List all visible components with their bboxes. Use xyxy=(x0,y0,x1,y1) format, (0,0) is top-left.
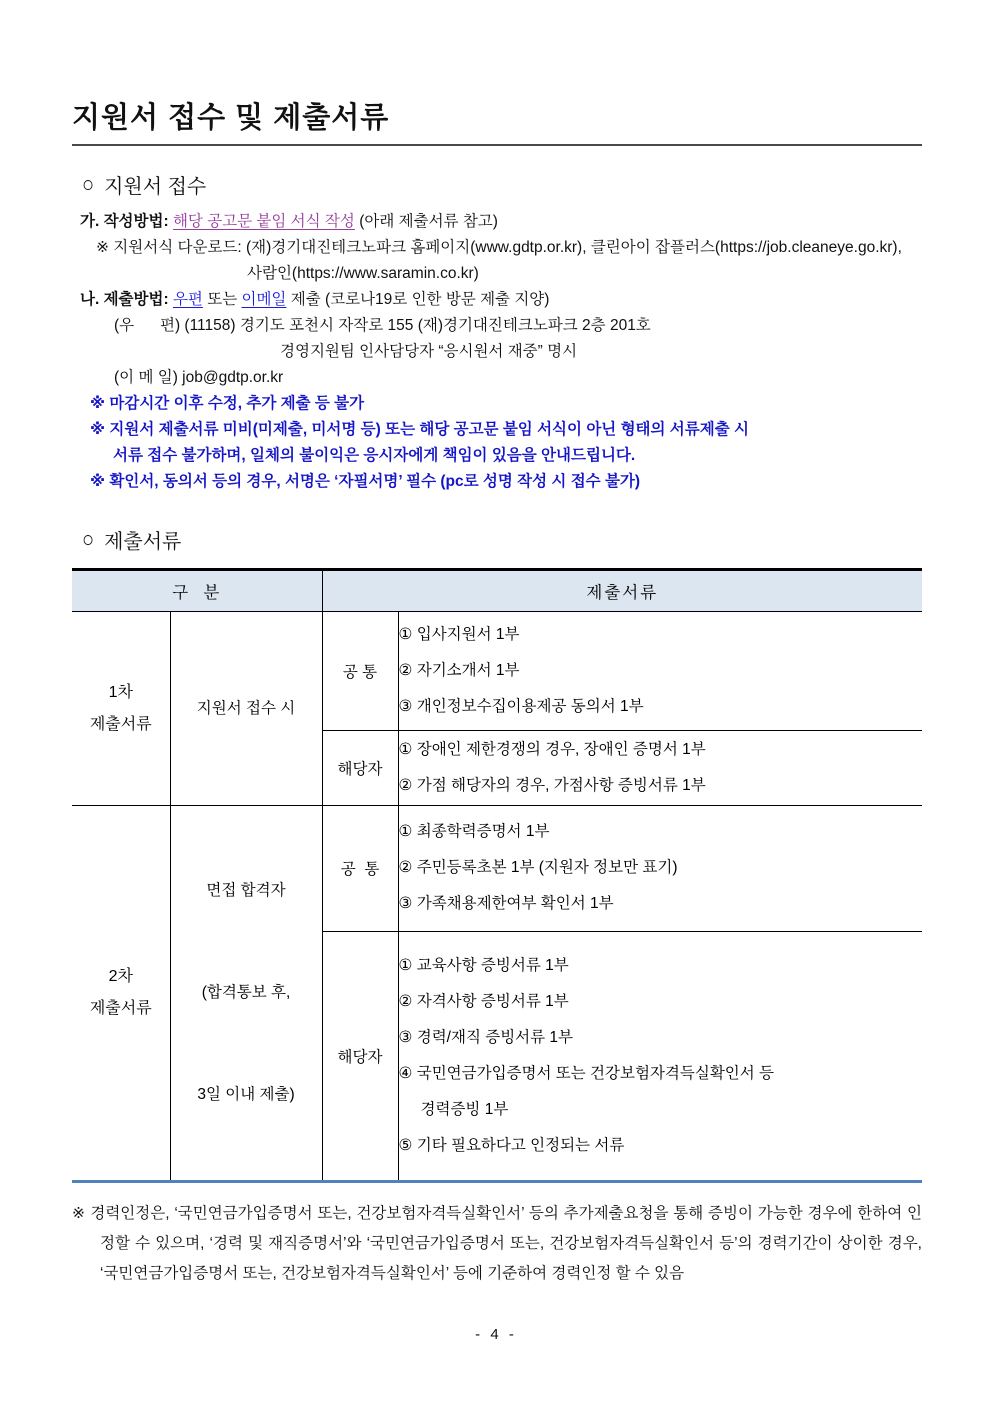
table-row xyxy=(72,806,922,931)
title-underline xyxy=(72,144,922,146)
line-postal-address: (우 편) (11158) 경기도 포천시 자작로 155 (재)경기대진테크노파크 2층 201호 xyxy=(114,317,651,335)
page-number: - 4 - xyxy=(475,1326,517,1343)
who-cell-common-1st: 공 통 xyxy=(322,612,398,731)
attached-form-link[interactable]: 해당 공고문 붙임 서식 작성 xyxy=(172,213,355,231)
doc-item: ① 교육사항 증빙서류 1부 xyxy=(398,956,569,974)
postal-link[interactable]: 우편 xyxy=(172,291,203,309)
line-download-note-cont: 사람인(https://www.saramin.co.kr) xyxy=(247,265,479,283)
doc-item: ③ 가족채용제한여부 확인서 1부 xyxy=(398,895,614,913)
doc-item: ② 자격사항 증빙서류 1부 xyxy=(398,992,569,1010)
when-2nd-line3: 3일 이내 제출) xyxy=(197,1086,295,1104)
section-heading-apply-label: 지원서 접수 xyxy=(104,176,207,199)
who-cell-special-2nd: 해당자 xyxy=(322,931,398,1182)
line-email-address: (이 메 일) job@gdtp.or.kr xyxy=(114,369,284,387)
submission-docs-table xyxy=(72,568,922,1183)
submit-method-mid: 또는 xyxy=(207,291,238,309)
line-submit-method xyxy=(80,287,922,313)
when-2nd-line2: (합격통보 후, xyxy=(201,984,291,1002)
doc-item: ② 주민등록초본 1부 (지원자 정보만 표기) xyxy=(398,859,678,877)
doc-item: ④ 국민연금가입증명서 또는 건강보험자격득실확인서 등 xyxy=(398,1064,775,1082)
footnote-text: 경력인정은, ‘국민연금가입증명서 또는, 건강보험자격득실확인서’ 등의 추가제출요청을 통해 증빙이 가능한 경우에 한하여 인정할 수 있으며, ‘경력 및 재직증명서’와 ‘국민연금가입증명서 또는, 건강보험자격득실확인서 등’의 경력기간이 상이한 경우, ‘국민연금가입증명서 또는, 건강보험자격득실확인서’ 등에 기준하여 경력인정 할 수 있음 xyxy=(90,1205,923,1283)
doc-item: ② 자기소개서 1부 xyxy=(398,662,520,680)
stage-1st-line1: 1차 xyxy=(108,683,133,701)
stage-2nd-line1: 2차 xyxy=(108,968,133,986)
when-2nd-line1: 면접 합격자 xyxy=(206,882,286,900)
doc-item-continuation: 경력증빙 1부 xyxy=(420,1100,509,1118)
doclist-special-1st xyxy=(398,731,922,806)
note-deadline: ※ 마감시간 이후 수정, 추가 제출 등 불가 xyxy=(90,395,365,413)
doc-item: ① 장애인 제한경쟁의 경우, 장애인 증명서 1부 xyxy=(398,741,706,759)
stage-1st-line2: 제출서류 xyxy=(89,715,152,733)
line-download-note: ※ 지원서식 다운로드: (재)경기대진테크노파크 홈페이지(www.gdtp.or.kr), 클린아이 잡플러스(https://job.cleaneye.go.kr), xyxy=(96,239,902,257)
who-cell-special-1st: 해당자 xyxy=(322,731,398,806)
note-signature: ※ 확인서, 동의서 등의 경우, 서명은 ‘자필서명’ 필수 (pc로 성명 작성 시 접수 불가) xyxy=(90,473,641,491)
when-1st-line1: 지원서 접수 시 xyxy=(196,699,296,717)
doc-item: ② 가점 해당자의 경우, 가점사항 증빙서류 1부 xyxy=(398,777,706,795)
write-method-label: 가. 작성방법: xyxy=(80,213,169,231)
stage-cell-2nd xyxy=(72,806,170,1182)
section-heading-docs xyxy=(82,525,922,554)
note-incomplete-docs: ※ 지원서 제출서류 미비(미제출, 미서명 등) 또는 해당 공고문 붙임 서식이 아닌 형태의 서류제출 시 xyxy=(90,421,749,439)
doc-item: ③ 경력/재직 증빙서류 1부 xyxy=(398,1028,574,1046)
doc-item: ① 입사지원서 1부 xyxy=(398,626,520,644)
doc-item: ③ 개인정보수집이용제공 동의서 1부 xyxy=(398,698,644,716)
footnote-marker: ※ xyxy=(72,1205,91,1223)
stage-cell-1st xyxy=(72,612,170,806)
doc-item: ⑤ 기타 필요하다고 인정되는 서류 xyxy=(398,1136,625,1154)
doc-item: ① 최종학력증명서 1부 xyxy=(398,823,550,841)
note-incomplete-docs-cont: 서류 접수 불가하며, 일체의 불이익은 응시자에게 책임이 있음을 안내드립니다. xyxy=(113,447,636,465)
section-heading-apply xyxy=(82,170,922,199)
career-recognition-footnote xyxy=(72,1199,922,1289)
circle-bullet-icon: ○ xyxy=(82,172,95,198)
when-cell-1st xyxy=(170,612,322,806)
stage-2nd-line2: 제출서류 xyxy=(89,1000,152,1018)
circle-bullet-icon: ○ xyxy=(82,527,95,553)
write-method-rest: (아래 제출서류 참고) xyxy=(359,213,498,231)
doclist-common-1st xyxy=(398,612,922,731)
table-row xyxy=(72,612,922,731)
who-cell-common-2nd: 공 통 xyxy=(322,806,398,931)
email-link[interactable]: 이메일 xyxy=(241,291,287,309)
doclist-special-2nd xyxy=(398,931,922,1182)
submit-method-rest: 제출 (코로나19로 인한 방문 제출 지양) xyxy=(290,291,550,309)
submit-method-label: 나. 제출방법: xyxy=(80,291,169,309)
doclist-common-2nd xyxy=(398,806,922,931)
page-content xyxy=(72,0,922,1289)
page-title: 지원서 접수 및 제출서류 xyxy=(72,102,390,134)
table-header-row xyxy=(72,570,922,612)
line-postal-note: 경영지원팀 인사담당자 “응시원서 재중” 명시 xyxy=(280,343,578,361)
section-heading-docs-label: 제출서류 xyxy=(104,531,182,554)
header-documents: 제출서류 xyxy=(322,570,922,612)
line-write-method xyxy=(80,209,922,235)
when-cell-2nd xyxy=(170,806,322,1182)
header-category: 구 분 xyxy=(72,570,322,612)
